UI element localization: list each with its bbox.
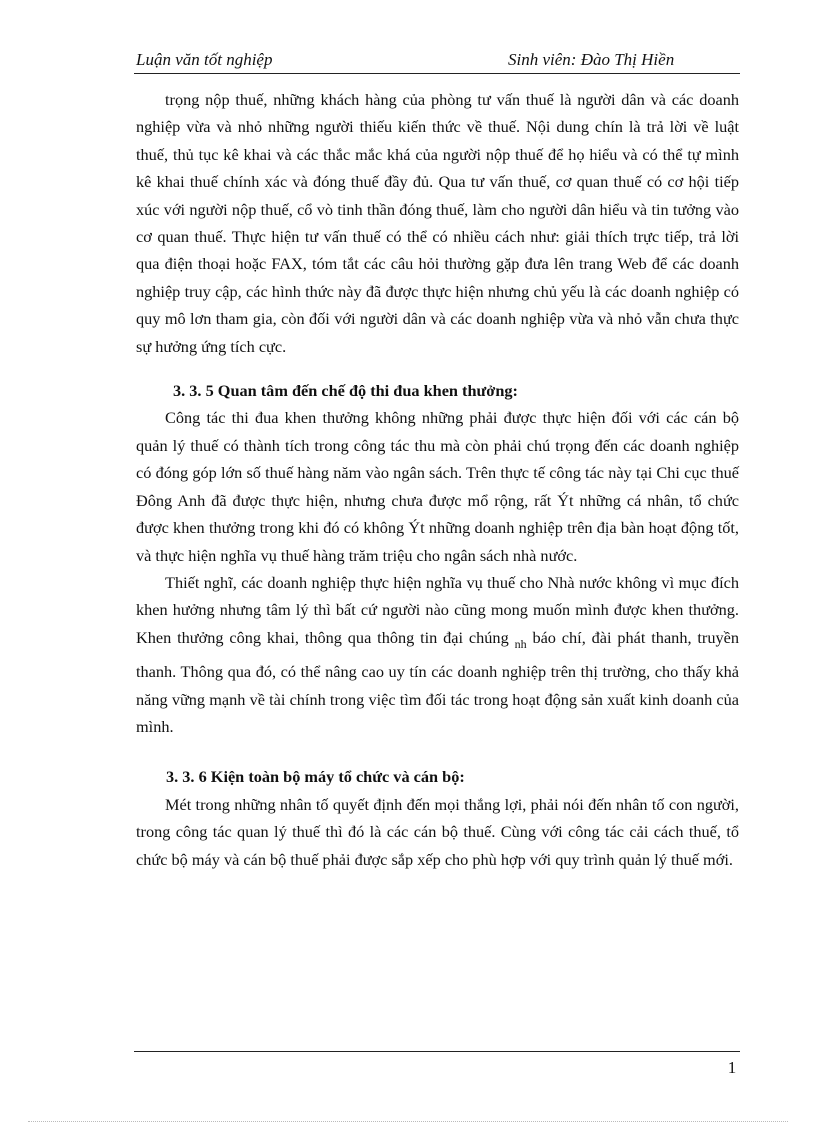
paragraph-emulation-reward: Công tác thi đua khen thưởng không những phải được thực hiện đối với các cán bộ quản lý thuế có thành tích trong công tác thu mà còn phải chú trọng đến các doanh nghiệp có đóng góp lớn số thuế hàng năm vào ngân sách. Trên thực tế công tác này tại Chi cục thuế Đông Anh đã được thực hiện, nhưng chưa được mổ rộng, rất Ýt những cá nhân, tổ chức được khen thưởng trong khi đó có không Ýt những doanh nghiệp trên địa bàn hoạt động tốt, và thực hiện nghĩa vụ thuế hàng trăm triệu cho ngân sách nhà nước.: [136, 408, 739, 565]
paragraph-text-start: Thiết nghĩ, các doanh nghiệp thực hiện nghĩa vụ thuế cho Nhà nước không vì mục đích khen hưởng nhưng tâm lý thì bất cứ người nào cũng mong muốn mình được khen thưởng. Khen thưởng công khai, thông qua thông tin đại chúng: [136, 572, 739, 647]
section-heading-3-3-6: 3. 3. 6 Kiện toàn bộ máy tổ chức và cán bộ:: [166, 767, 465, 787]
document-body: [136, 86, 739, 873]
paragraph-organization-staff: Mét trong những nhân tố quyết định đến mọi thắng lợi, phải nói đến nhân tố con người, trong công tác quan lý thuế thì đó là các cán bộ thuế. Cùng với công tác cải cách thuế, tổ chức bộ máy và cán bộ thuế phải được sắp xếp cho phù hợp với quy trình quản lý thuế mới.: [136, 794, 739, 869]
header-divider: [134, 73, 740, 74]
header-student-name: Sinh viên: Đào Thị Hiền: [508, 50, 675, 69]
page-bottom-border: [28, 1121, 788, 1122]
paragraph-public-commendation: [136, 569, 739, 740]
footer-divider: [134, 1051, 740, 1052]
section-heading-3-3-5: 3. 3. 5 Quan tâm đến chế độ thi đua khen thưởng:: [173, 381, 518, 401]
page-header: [134, 48, 740, 74]
paragraph-text-end: báo chí, đài phát thanh, truyền thanh. Thông qua đó, có thể nâng cao uy tín các doanh nghiệp trên thị trường, cho thấy khả năng vững mạnh về tài chính trong việc tìm đối tác trong hoạt động sản xuất kinh doanh của mình.: [136, 627, 739, 736]
page-number: 1: [727, 1058, 737, 1077]
header-thesis-title: Luận văn tốt nghiệp: [136, 50, 273, 69]
subscript-fragment: nh: [514, 636, 527, 651]
paragraph-tax-consulting: trọng nộp thuế, những khách hàng của phòng tư vấn thuế là người dân và các doanh nghiệp vừa và nhỏ những người thiếu kiến thức về thuế. Nội dung chín là trả lời về luật thuế, thủ tục kê khai và các thắc mắc khá của người nộp thuế để họ hiểu và có thể tự mình kê khai thuế chính xác và đóng thuế đầy đủ. Qua tư vấn thuế, cơ quan thuế có cơ hội tiếp xúc với người nộp thuế, cổ vò tinh thần đóng thuế, làm cho người dân hiểu và tin tưởng vào cơ quan thuế. Thực hiện tư vấn thuế có thể có nhiều cách như: giải thích trực tiếp, trả lời qua điện thoại hoặc FAX, tóm tắt các câu hỏi thường gặp đưa lên trang Web để các doanh nghiệp truy cập, các hình thức này đã được thực hiện nhưng chủ yếu là các doanh nghiệp có quy mô lơn tham gia, còn đối với người dân và các doanh nghiệp vừa và nhỏ vẫn chưa thực sự hưởng ứng tích cực.: [136, 90, 739, 356]
